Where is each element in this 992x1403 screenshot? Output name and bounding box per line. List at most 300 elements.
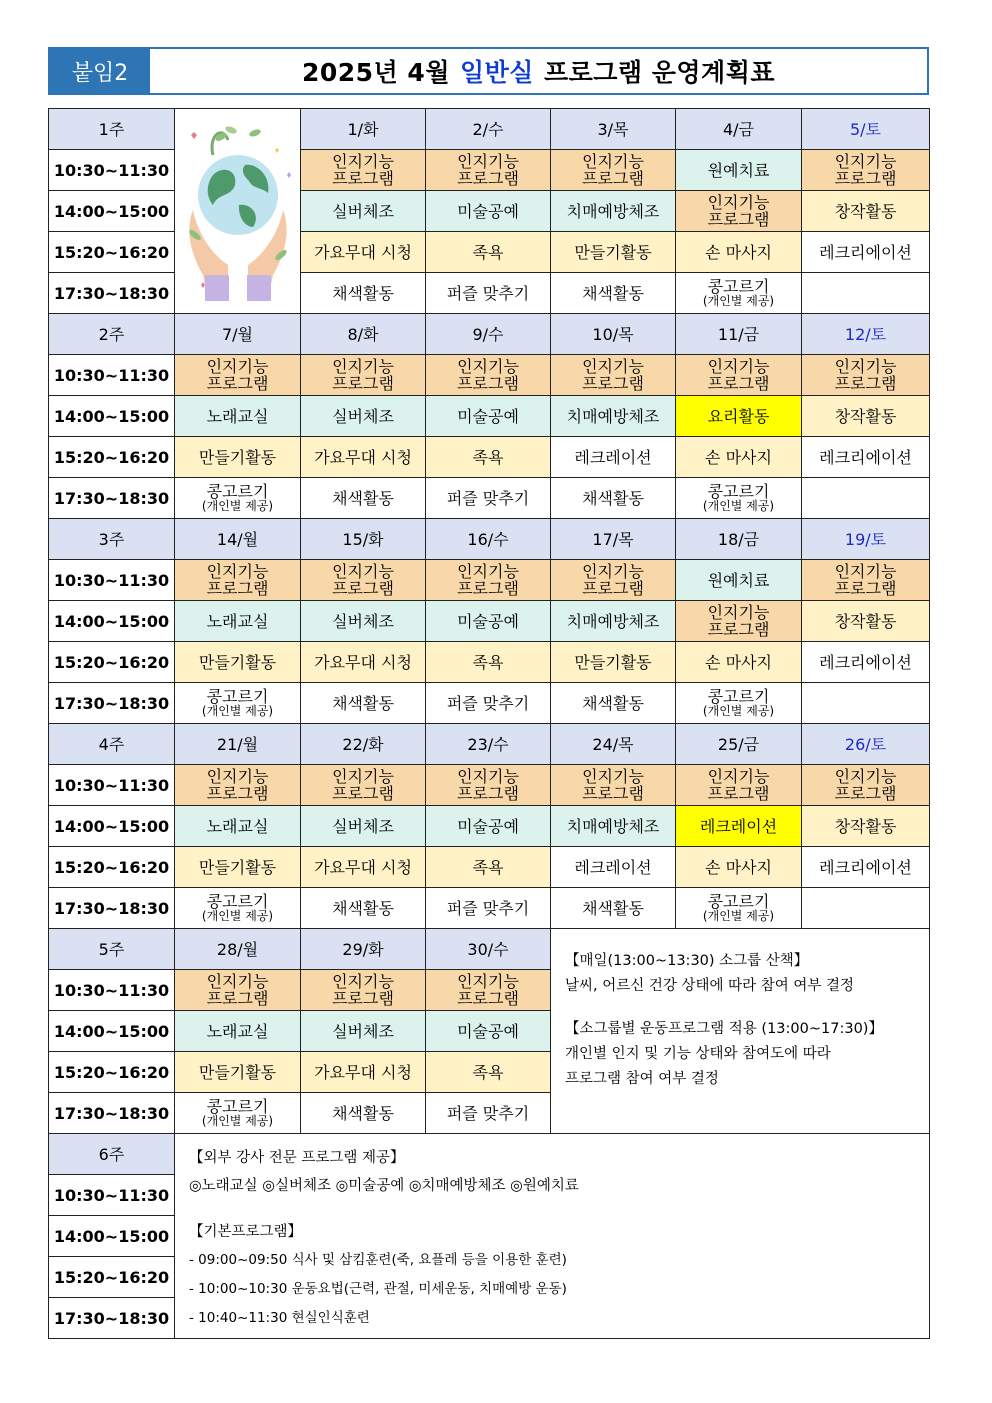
activity-text: 치매예방체조 xyxy=(566,201,660,221)
schedule-cell xyxy=(676,273,802,314)
program-notes xyxy=(175,1134,930,1339)
schedule-cell xyxy=(301,232,426,273)
schedule-cell xyxy=(301,273,426,314)
time-slot: 10:30~11:30 xyxy=(49,560,175,601)
schedule-cell xyxy=(175,765,301,806)
schedule-cell xyxy=(301,478,426,519)
schedule-cell xyxy=(301,806,426,847)
activity-text-line: 인지기능 xyxy=(834,767,897,786)
note-heading: 【기본프로그램】 xyxy=(189,1224,303,1240)
activity-text: 채색활동 xyxy=(332,283,394,303)
activity-text-line: 인지기능 xyxy=(707,193,770,212)
schedule-cell xyxy=(426,1093,551,1134)
basic-program-item: - 10:40~11:30 현실인식훈련 xyxy=(189,1310,370,1326)
activity-text-line: 프로그램 xyxy=(457,784,519,803)
date-header: 18/금 xyxy=(676,519,802,560)
activity-text: 콩고르기 xyxy=(206,892,269,911)
date-header: 12/토 xyxy=(802,314,930,355)
schedule-cell xyxy=(802,478,930,519)
activity-text: 콩고르기 xyxy=(707,277,770,296)
schedule-cell xyxy=(175,355,301,396)
schedule-cell xyxy=(175,888,301,929)
schedule-cell xyxy=(426,970,551,1011)
date-header: 4/금 xyxy=(676,109,802,150)
date-header: 11/금 xyxy=(676,314,802,355)
schedule-cell xyxy=(551,560,676,601)
date-header: 17/목 xyxy=(551,519,676,560)
activity-text: 콩고르기 xyxy=(206,687,269,706)
activity-subtext: (개인별 제공) xyxy=(702,499,775,513)
schedule-cell xyxy=(426,683,551,724)
schedule-cell xyxy=(551,273,676,314)
schedule-cell xyxy=(426,396,551,437)
time-slot: 10:30~11:30 xyxy=(49,765,175,806)
date-header: 30/수 xyxy=(426,929,551,970)
activity-text-line: 프로그램 xyxy=(707,210,770,229)
schedule-cell xyxy=(676,437,802,478)
activity-text: 레크레이션 xyxy=(574,857,652,877)
week-label: 5주 xyxy=(49,929,175,970)
schedule-cell xyxy=(175,683,301,724)
activity-text-line: 프로그램 xyxy=(206,989,269,1008)
activity-text: 만들기활동 xyxy=(198,447,277,467)
schedule-cell xyxy=(551,806,676,847)
time-slot: 10:30~11:30 xyxy=(49,1175,175,1216)
time-slot: 17:30~18:30 xyxy=(49,1093,175,1134)
activity-text: 원예치료 xyxy=(707,570,770,590)
schedule-cell xyxy=(175,560,301,601)
schedule-cell xyxy=(175,1093,301,1134)
basic-program-item: - 09:00~09:50 식사 및 삼킴훈련(죽, 요플레 등을 이용한 훈련) xyxy=(189,1252,567,1268)
activity-text-line: 프로그램 xyxy=(332,374,394,393)
activity-text-line: 인지기능 xyxy=(834,562,897,581)
schedule-cell xyxy=(551,355,676,396)
page-title xyxy=(150,49,927,93)
activity-text-line: 인지기능 xyxy=(332,972,394,991)
activity-text: 치매예방체조 xyxy=(566,611,660,631)
schedule-cell xyxy=(426,355,551,396)
schedule-cell xyxy=(676,396,802,437)
schedule-cell xyxy=(426,888,551,929)
activity-text-line: 인지기능 xyxy=(834,152,897,171)
activity-text-line: 인지기능 xyxy=(206,562,269,581)
activity-text: 가요무대 시청 xyxy=(314,857,412,877)
schedule-cell xyxy=(551,847,676,888)
schedule-cell xyxy=(301,191,426,232)
date-header: 25/금 xyxy=(676,724,802,765)
activity-text-line: 인지기능 xyxy=(206,357,269,376)
activity-text: 창작활동 xyxy=(834,201,897,221)
attachment-tag: 붙임2 xyxy=(50,49,150,93)
schedule-cell xyxy=(551,765,676,806)
activity-text: 실버체조 xyxy=(332,201,394,221)
activity-text: 콩고르기 xyxy=(707,892,770,911)
activity-text: 창작활동 xyxy=(834,406,897,426)
schedule-cell xyxy=(551,191,676,232)
activity-text-line: 인지기능 xyxy=(582,357,644,376)
activity-text-line: 인지기능 xyxy=(707,767,770,786)
time-slot: 10:30~11:30 xyxy=(49,355,175,396)
date-header: 29/화 xyxy=(301,929,426,970)
activity-text-line: 인지기능 xyxy=(332,357,394,376)
week-label: 2주 xyxy=(49,314,175,355)
activity-text: 미술공예 xyxy=(457,611,519,631)
schedule-cell xyxy=(426,847,551,888)
activity-subtext: (개인별 제공) xyxy=(201,1114,274,1128)
schedule-cell xyxy=(301,560,426,601)
schedule-cell xyxy=(802,765,930,806)
activity-text: 노래교실 xyxy=(206,406,269,426)
activity-text: 족욕 xyxy=(472,652,504,672)
activity-text: 레크레이션 xyxy=(574,447,652,467)
activity-text-line: 프로그램 xyxy=(457,579,519,598)
activity-text-line: 프로그램 xyxy=(834,374,897,393)
activity-text: 채색활동 xyxy=(582,898,644,918)
activity-text: 치매예방체조 xyxy=(566,406,660,426)
activity-text-line: 프로그램 xyxy=(707,784,770,803)
schedule-cell xyxy=(426,273,551,314)
schedule-cell xyxy=(676,150,802,191)
activity-text-line: 프로그램 xyxy=(834,784,897,803)
time-slot: 17:30~18:30 xyxy=(49,683,175,724)
activity-text-line: 프로그램 xyxy=(457,169,519,188)
activity-subtext: (개인별 제공) xyxy=(702,294,775,308)
schedule-cell xyxy=(676,806,802,847)
activity-text: 채색활동 xyxy=(582,283,644,303)
activity-text: 만들기활동 xyxy=(574,242,652,262)
activity-text: 치매예방체조 xyxy=(566,816,660,836)
schedule-cell xyxy=(551,232,676,273)
activity-subtext: (개인별 제공) xyxy=(702,909,775,923)
time-slot: 17:30~18:30 xyxy=(49,273,175,314)
activity-text-line: 인지기능 xyxy=(457,357,519,376)
activity-text: 콩고르기 xyxy=(206,482,269,501)
activity-text: 퍼즐 맞추기 xyxy=(446,1103,530,1123)
schedule-cell xyxy=(175,970,301,1011)
activity-text: 퍼즐 맞추기 xyxy=(446,898,530,918)
activity-text: 콩고르기 xyxy=(707,482,770,501)
activity-text: 노래교실 xyxy=(206,1021,269,1041)
schedule-cell xyxy=(802,847,930,888)
schedule-cell xyxy=(175,642,301,683)
activity-text-line: 프로그램 xyxy=(582,169,644,188)
date-header: 2/수 xyxy=(426,109,551,150)
time-slot: 10:30~11:30 xyxy=(49,970,175,1011)
time-slot: 15:20~16:20 xyxy=(49,232,175,273)
schedule-cell xyxy=(426,437,551,478)
activity-text: 채색활동 xyxy=(582,488,644,508)
schedule-table xyxy=(48,108,930,1339)
schedule-cell xyxy=(301,683,426,724)
schedule-cell xyxy=(175,396,301,437)
activity-text: 가요무대 시청 xyxy=(314,447,412,467)
schedule-cell xyxy=(175,437,301,478)
schedule-cell xyxy=(301,888,426,929)
week-label: 3주 xyxy=(49,519,175,560)
title-suffix: 프로그램 운영계획표 xyxy=(543,58,775,87)
schedule-cell xyxy=(676,478,802,519)
schedule-cell xyxy=(802,601,930,642)
schedule-cell xyxy=(676,888,802,929)
activity-text-line: 프로그램 xyxy=(834,169,897,188)
note-text: ◎노래교실 ◎실버체조 ◎미술공예 ◎치매예방체조 ◎원예치료 xyxy=(189,1178,579,1194)
activity-subtext: (개인별 제공) xyxy=(201,704,274,718)
basic-program-item: - 10:00~10:30 운동요법(근력, 관절, 미세운동, 치매예방 운동) xyxy=(189,1281,567,1297)
schedule-cell xyxy=(301,847,426,888)
earth-in-hands-icon xyxy=(175,109,301,314)
schedule-cell xyxy=(802,560,930,601)
schedule-cell xyxy=(426,232,551,273)
schedule-cell xyxy=(802,396,930,437)
time-slot: 14:00~15:00 xyxy=(49,1011,175,1052)
note-heading: 【매일(13:00~13:30) 소그룹 산책】 xyxy=(565,953,809,969)
schedule-cell xyxy=(551,478,676,519)
schedule-cell xyxy=(301,1011,426,1052)
schedule-cell xyxy=(676,642,802,683)
time-slot: 14:00~15:00 xyxy=(49,601,175,642)
daily-notes xyxy=(551,929,930,1134)
activity-text: 만들기활동 xyxy=(198,652,277,672)
date-header: 23/수 xyxy=(426,724,551,765)
activity-text: 만들기활동 xyxy=(198,857,277,877)
schedule-cell xyxy=(301,1052,426,1093)
activity-text: 실버체조 xyxy=(332,406,394,426)
schedule-cell xyxy=(802,806,930,847)
schedule-cell xyxy=(551,396,676,437)
schedule-cell xyxy=(676,765,802,806)
activity-text: 채색활동 xyxy=(332,1103,394,1123)
date-header: 14/월 xyxy=(175,519,301,560)
spacer xyxy=(565,999,915,1017)
activity-text: 채색활동 xyxy=(332,693,394,713)
schedule-cell xyxy=(301,437,426,478)
schedule-cell xyxy=(802,273,930,314)
schedule-cell xyxy=(802,355,930,396)
title-highlight: 일반실 xyxy=(459,58,534,87)
activity-text: 족욕 xyxy=(472,857,504,877)
date-header: 19/토 xyxy=(802,519,930,560)
schedule-cell xyxy=(301,355,426,396)
date-header: 9/수 xyxy=(426,314,551,355)
time-slot: 15:20~16:20 xyxy=(49,642,175,683)
time-slot: 14:00~15:00 xyxy=(49,396,175,437)
schedule-cell xyxy=(676,232,802,273)
schedule-cell xyxy=(175,478,301,519)
schedule-cell xyxy=(426,191,551,232)
activity-text: 레크리에이션 xyxy=(819,857,912,877)
date-header: 1/화 xyxy=(301,109,426,150)
activity-text-line: 인지기능 xyxy=(206,767,269,786)
activity-text-line: 프로그램 xyxy=(457,989,519,1008)
activity-text: 가요무대 시청 xyxy=(314,1062,412,1082)
activity-subtext: (개인별 제공) xyxy=(201,499,274,513)
date-header: 8/화 xyxy=(301,314,426,355)
activity-text: 만들기활동 xyxy=(574,652,652,672)
schedule-cell xyxy=(551,437,676,478)
activity-text: 퍼즐 맞추기 xyxy=(446,488,530,508)
schedule-cell xyxy=(802,437,930,478)
schedule-cell xyxy=(551,642,676,683)
title-prefix: 2025년 4월 xyxy=(302,58,450,87)
schedule-cell xyxy=(676,355,802,396)
schedule-cell xyxy=(426,806,551,847)
schedule-cell xyxy=(676,683,802,724)
time-slot: 14:00~15:00 xyxy=(49,1216,175,1257)
week-label: 4주 xyxy=(49,724,175,765)
schedule-cell xyxy=(426,560,551,601)
activity-text-line: 인지기능 xyxy=(582,767,644,786)
schedule-cell xyxy=(175,601,301,642)
activity-text-line: 인지기능 xyxy=(206,972,269,991)
time-slot: 15:20~16:20 xyxy=(49,847,175,888)
date-header: 7/월 xyxy=(175,314,301,355)
schedule-cell xyxy=(301,396,426,437)
note-heading: 【소그룹별 운동프로그램 적용 (13:00~17:30)】 xyxy=(565,1021,883,1037)
activity-text: 노래교실 xyxy=(206,816,269,836)
activity-text: 채색활동 xyxy=(332,488,394,508)
schedule-cell xyxy=(175,1011,301,1052)
activity-text: 레크리에이션 xyxy=(819,447,912,467)
schedule-cell xyxy=(676,191,802,232)
activity-text-line: 프로그램 xyxy=(457,374,519,393)
note-text: 개인별 인지 및 기능 상태와 참여도에 따라 xyxy=(565,1046,831,1062)
activity-text: 가요무대 시청 xyxy=(314,242,412,262)
schedule-cell xyxy=(802,232,930,273)
date-header: 15/화 xyxy=(301,519,426,560)
date-header: 10/목 xyxy=(551,314,676,355)
date-header: 16/수 xyxy=(426,519,551,560)
schedule-cell xyxy=(301,601,426,642)
activity-text: 족욕 xyxy=(472,1062,504,1082)
activity-text: 실버체조 xyxy=(332,816,394,836)
activity-text-line: 프로그램 xyxy=(834,579,897,598)
activity-text-line: 인지기능 xyxy=(457,152,519,171)
schedule-cell xyxy=(802,642,930,683)
activity-text-line: 인지기능 xyxy=(332,152,394,171)
activity-text-line: 프로그램 xyxy=(332,989,394,1008)
activity-text-line: 인지기능 xyxy=(582,562,644,581)
activity-text-line: 프로그램 xyxy=(582,784,644,803)
schedule-cell xyxy=(802,150,930,191)
schedule-cell xyxy=(175,847,301,888)
schedule-cell xyxy=(426,1052,551,1093)
activity-text: 레크리에이션 xyxy=(819,242,912,262)
activity-text: 콩고르기 xyxy=(206,1097,269,1116)
activity-text-line: 인지기능 xyxy=(457,562,519,581)
activity-text: 채색활동 xyxy=(332,898,394,918)
activity-text: 손 마사지 xyxy=(705,447,772,467)
schedule-cell xyxy=(175,1052,301,1093)
activity-text: 족욕 xyxy=(472,242,504,262)
schedule-cell xyxy=(802,191,930,232)
schedule-cell xyxy=(802,888,930,929)
schedule-cell xyxy=(551,150,676,191)
activity-text-line: 프로그램 xyxy=(332,169,394,188)
activity-text-line: 인지기능 xyxy=(457,767,519,786)
activity-text: 만들기활동 xyxy=(198,1062,277,1082)
schedule-cell xyxy=(426,1011,551,1052)
activity-subtext: (개인별 제공) xyxy=(201,909,274,923)
spacer xyxy=(189,1200,915,1218)
schedule-cell xyxy=(426,601,551,642)
schedule-cell xyxy=(301,1093,426,1134)
time-slot: 15:20~16:20 xyxy=(49,1052,175,1093)
activity-text-line: 프로그램 xyxy=(582,374,644,393)
schedule-cell xyxy=(301,970,426,1011)
activity-subtext: (개인별 제공) xyxy=(702,704,775,718)
schedule-cell xyxy=(301,765,426,806)
time-slot: 10:30~11:30 xyxy=(49,150,175,191)
activity-text: 실버체조 xyxy=(332,611,394,631)
week-label: 1주 xyxy=(49,109,175,150)
time-slot: 14:00~15:00 xyxy=(49,191,175,232)
activity-text: 창작활동 xyxy=(834,816,897,836)
activity-text: 족욕 xyxy=(472,447,504,467)
activity-text: 손 마사지 xyxy=(705,242,772,262)
activity-text-line: 프로그램 xyxy=(582,579,644,598)
activity-text: 손 마사지 xyxy=(705,857,772,877)
activity-text-line: 인지기능 xyxy=(582,152,644,171)
activity-text-line: 프로그램 xyxy=(206,784,269,803)
date-header: 24/목 xyxy=(551,724,676,765)
activity-text: 실버체조 xyxy=(332,1021,394,1041)
activity-text: 미술공예 xyxy=(457,406,519,426)
activity-text: 가요무대 시청 xyxy=(314,652,412,672)
activity-text-line: 인지기능 xyxy=(834,357,897,376)
page-header xyxy=(48,47,929,95)
schedule-cell xyxy=(802,683,930,724)
time-slot: 15:20~16:20 xyxy=(49,437,175,478)
activity-text-line: 인지기능 xyxy=(332,562,394,581)
note-text: 날씨, 어르신 건강 상태에 따라 참여 여부 결정 xyxy=(565,978,854,994)
activity-text: 손 마사지 xyxy=(705,652,772,672)
schedule-cell xyxy=(426,642,551,683)
activity-text: 창작활동 xyxy=(834,611,897,631)
activity-text: 미술공예 xyxy=(457,201,519,221)
activity-text-line: 프로그램 xyxy=(206,579,269,598)
time-slot: 17:30~18:30 xyxy=(49,888,175,929)
activity-text: 퍼즐 맞추기 xyxy=(446,693,530,713)
activity-text: 콩고르기 xyxy=(707,687,770,706)
schedule-cell xyxy=(301,150,426,191)
note-text: 프로그램 참여 여부 결정 xyxy=(565,1071,719,1087)
date-header: 3/목 xyxy=(551,109,676,150)
activity-text-line: 인지기능 xyxy=(707,603,770,622)
week-label: 6주 xyxy=(49,1134,175,1175)
activity-text: 퍼즐 맞추기 xyxy=(446,283,530,303)
schedule-cell xyxy=(426,765,551,806)
activity-text: 노래교실 xyxy=(206,611,269,631)
date-header: 26/토 xyxy=(802,724,930,765)
schedule-cell xyxy=(426,478,551,519)
date-header: 22/화 xyxy=(301,724,426,765)
activity-text-line: 프로그램 xyxy=(332,784,394,803)
activity-text: 미술공예 xyxy=(457,1021,519,1041)
activity-text-line: 프로그램 xyxy=(332,579,394,598)
activity-text: 미술공예 xyxy=(457,816,519,836)
schedule-cell xyxy=(676,847,802,888)
activity-text-line: 인지기능 xyxy=(707,357,770,376)
activity-text: 원예치료 xyxy=(707,160,770,180)
activity-text-line: 인지기능 xyxy=(332,767,394,786)
schedule-cell xyxy=(551,601,676,642)
activity-text: 레크레이션 xyxy=(699,816,778,836)
activity-text-line: 프로그램 xyxy=(206,374,269,393)
time-slot: 17:30~18:30 xyxy=(49,478,175,519)
schedule-cell xyxy=(551,888,676,929)
schedule-cell xyxy=(676,601,802,642)
activity-text: 레크리에이션 xyxy=(819,652,912,672)
